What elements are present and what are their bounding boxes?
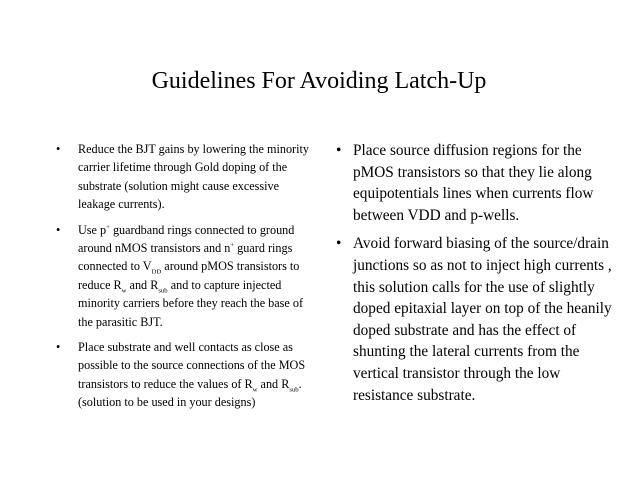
right-item-forward-biasing xyxy=(316,233,612,406)
left-bullet-list xyxy=(36,140,318,419)
left-item-contacts xyxy=(36,338,318,412)
slide-title: Guidelines For Avoiding Latch-Up xyxy=(151,68,487,94)
right-item-source-diffusion xyxy=(316,140,612,226)
right-item-2-text: Avoid forward biasing of the source/drain junctions so as not to inject high currents , this solution calls for the use of slightly doped epitaxial layer on top of the heanily doped substrate and has the effect of shunting the lateral currents from the vertical transistor through the low resistance substrate. xyxy=(353,235,612,404)
right-bullet-list xyxy=(316,140,612,413)
bullet-marker: • xyxy=(336,235,342,253)
left-item-3-text: Place substrate and well contacts as close as possible to the source connections of the MOS transistors to reduce the values of $R_w$ and $R_{sub}$. (solution to be used in your designs) xyxy=(78,340,306,410)
left-item-guard-rings xyxy=(36,221,318,331)
left-item-1-text: Reduce the BJT gains by lowering the minority carrier lifetime through Gold doping of the substrate (solution might cause excessive leakage currents). xyxy=(78,142,309,212)
right-item-1-text: Place source diffusion regions for the pMOS transistors so that they lie along equipotentials lines when currents flow between VDD and p-wells. xyxy=(353,142,594,224)
bullet-marker: • xyxy=(56,222,61,237)
left-item-gold-doping xyxy=(36,140,318,214)
bullet-marker: • xyxy=(336,142,342,159)
bullet-marker: • xyxy=(56,142,61,156)
bullet-marker: • xyxy=(56,340,61,355)
left-item-2-text: Use p+ guardband rings connected to ground around nMOS transistors and n+ guard rings connected to $V_{DD}$ around pMOS transistors to reduce $R_w$ and $R_{sub}$ and to capture injected minority carriers before they reach the base of the parasitic BJT. xyxy=(78,222,304,329)
